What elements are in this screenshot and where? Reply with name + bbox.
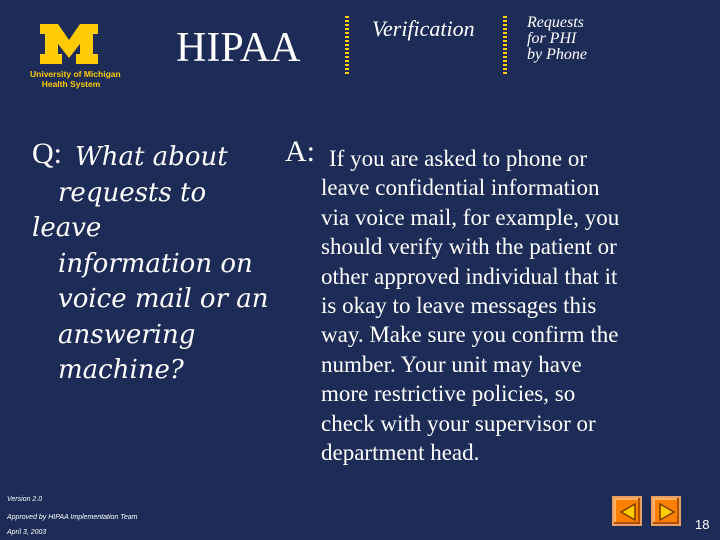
date-text: April 3, 2003 [7, 529, 47, 536]
answer-line: If you are asked to phone or [329, 146, 588, 171]
question-line: What about [75, 142, 228, 172]
nav-requests-phi-by-phone[interactable]: Requests for PHI by Phone [527, 14, 587, 63]
question-line: machine? [58, 355, 184, 385]
logo-text-university: University of Michigan [30, 69, 121, 79]
next-slide-button[interactable] [651, 496, 681, 526]
triangle-left-icon [617, 501, 639, 523]
answer-line: check with your supervisor or [321, 410, 596, 436]
approved-text: Approved by HIPAA Implementation Team [7, 514, 138, 521]
triangle-right-icon [656, 501, 678, 523]
answer-line: should verify with the patient or [321, 234, 617, 260]
question-line: information on [58, 248, 253, 279]
question-prefix: Q: [32, 137, 62, 170]
version-text: Version 2.0 [7, 496, 43, 503]
page-number: 18 [695, 517, 710, 532]
answer-line: way. Make sure you confirm the [321, 322, 619, 348]
answer-line: number. Your unit may have [321, 351, 582, 377]
answer-line: via voice mail, for example, you [321, 204, 620, 230]
question-line: voice mail or an [58, 284, 269, 314]
university-logo [30, 22, 121, 92]
page-title: HIPAA [176, 25, 301, 71]
question-text [32, 140, 282, 389]
question-line: answering [58, 319, 196, 350]
answer-line: other approved individual that it [321, 263, 618, 289]
answer-line: department head. [321, 440, 480, 466]
header-divider [503, 16, 507, 74]
nav-verification[interactable]: Verification [372, 16, 475, 41]
answer-text [321, 144, 681, 467]
answer-prefix: A: [285, 135, 315, 168]
answer-line: leave confidential information [321, 175, 600, 201]
answer-line: more restrictive policies, so [321, 381, 576, 407]
block-m-icon [38, 22, 100, 66]
logo-text-health-system: Health System [41, 79, 101, 89]
question-line: requests to leave [32, 177, 207, 243]
answer-line: is okay to leave messages this [321, 293, 597, 319]
previous-slide-button[interactable] [612, 496, 642, 526]
header-divider [345, 16, 349, 74]
